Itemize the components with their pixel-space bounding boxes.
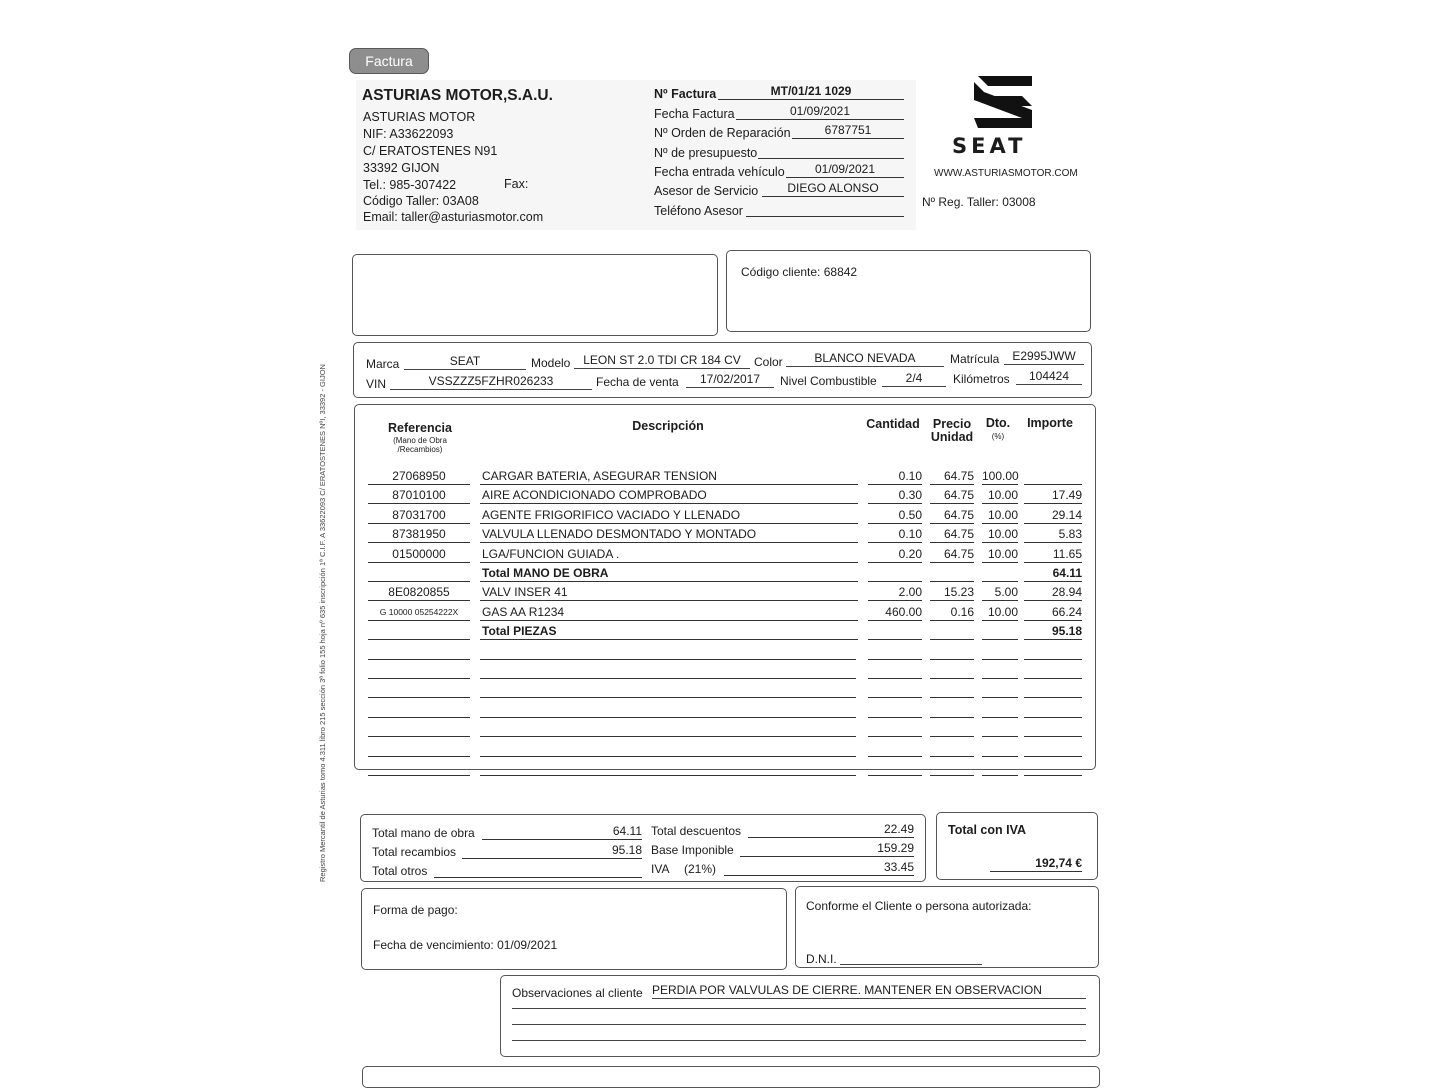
client-code-box bbox=[726, 250, 1091, 332]
km-label: Kilómetros bbox=[953, 372, 1010, 386]
vat-value: 33.45 bbox=[724, 860, 914, 876]
cell-qty bbox=[868, 566, 922, 582]
empty-cell bbox=[368, 644, 470, 660]
cell-ref: 27068950 bbox=[368, 469, 470, 485]
service-advisor-value: DIEGO ALONSO bbox=[762, 182, 904, 197]
observations-line bbox=[512, 1024, 1086, 1025]
footer-box bbox=[362, 1066, 1100, 1088]
empty-cell bbox=[930, 760, 974, 776]
empty-cell bbox=[1024, 721, 1082, 737]
company-workshop-code: Código Taller: 03A08 bbox=[363, 194, 479, 208]
seat-logo-icon bbox=[972, 74, 1034, 130]
cell-desc: CARGAR BATERIA, ASEGURAR TENSION bbox=[480, 469, 858, 485]
empty-cell bbox=[368, 702, 470, 718]
column-header-description: Descripción bbox=[632, 419, 704, 433]
empty-cell bbox=[480, 702, 856, 718]
empty-cell bbox=[368, 682, 470, 698]
cell-qty: 0.10 bbox=[868, 527, 922, 543]
empty-cell bbox=[1024, 760, 1082, 776]
workshop-registry: Nº Reg. Taller: 03008 bbox=[922, 195, 1036, 209]
cell-desc: Total MANO DE OBRA bbox=[480, 566, 858, 582]
client-address-box bbox=[352, 254, 718, 336]
cell-ref bbox=[368, 624, 470, 640]
cell-price: 15.23 bbox=[930, 585, 974, 601]
empty-cell bbox=[982, 760, 1018, 776]
cell-dto bbox=[982, 624, 1018, 640]
column-header-unit-price: Precio Unidad bbox=[930, 417, 974, 444]
repair-order-value: 6787751 bbox=[792, 124, 904, 139]
column-header-amount: Importe bbox=[1027, 416, 1073, 430]
cell-dto: 10.00 bbox=[982, 527, 1018, 543]
company-email: Email: taller@asturiasmotor.com bbox=[363, 210, 544, 224]
empty-cell bbox=[1024, 741, 1082, 757]
discount-total-value: 22.49 bbox=[748, 822, 914, 838]
cell-price: 0.16 bbox=[930, 605, 974, 621]
cell-amount: 95.18 bbox=[1024, 624, 1082, 640]
model-value: LEON ST 2.0 TDI CR 184 CV bbox=[574, 353, 750, 369]
column-header-quantity: Cantidad bbox=[866, 417, 920, 431]
cell-price: 64.75 bbox=[930, 508, 974, 524]
empty-cell bbox=[868, 644, 922, 660]
parts-total-label: Total recambios bbox=[372, 845, 457, 859]
vat-rate: (21%) bbox=[684, 862, 717, 876]
cell-desc: VALV INSER 41 bbox=[480, 585, 858, 601]
sale-date-value: 17/02/2017 bbox=[686, 372, 774, 388]
discount-total-label: Total descuentos bbox=[651, 824, 742, 838]
cell-ref: G 10000 05254222X bbox=[368, 605, 470, 621]
other-total-label: Total otros bbox=[372, 864, 428, 878]
empty-cell bbox=[868, 702, 922, 718]
company-address: C/ ERATOSTENES N91 bbox=[363, 144, 498, 158]
empty-cell bbox=[868, 682, 922, 698]
cell-desc: GAS AA R1234 bbox=[480, 605, 858, 621]
empty-cell bbox=[982, 663, 1018, 679]
cell-ref: 8E0820855 bbox=[368, 585, 470, 601]
empty-cell bbox=[480, 760, 856, 776]
cell-ref: 87010100 bbox=[368, 488, 470, 504]
signature-label: Conforme el Cliente o persona autorizada: bbox=[806, 899, 1032, 913]
cell-qty: 0.10 bbox=[868, 469, 922, 485]
dni-label: D.N.I. bbox=[806, 952, 837, 966]
cell-amount: 11.65 bbox=[1024, 547, 1082, 563]
vin-value: VSSZZZ5FZHR026233 bbox=[390, 374, 592, 390]
cell-ref: 01500000 bbox=[368, 547, 470, 563]
service-advisor-label: Asesor de Servicio bbox=[654, 184, 759, 198]
due-date: Fecha de vencimiento: 01/09/2021 bbox=[373, 938, 558, 952]
empty-cell bbox=[480, 741, 856, 757]
empty-cell bbox=[480, 644, 856, 660]
company-fax: Fax: bbox=[504, 177, 529, 191]
observations-line bbox=[512, 1008, 1086, 1009]
cell-dto bbox=[982, 566, 1018, 582]
cell-qty: 460.00 bbox=[868, 605, 922, 621]
advisor-phone-label: Teléfono Asesor bbox=[654, 204, 743, 218]
cell-ref: 87031700 bbox=[368, 508, 470, 524]
empty-cell bbox=[868, 760, 922, 776]
grand-total-label: Total con IVA bbox=[948, 823, 1027, 837]
labour-total-label: Total mano de obra bbox=[372, 826, 475, 840]
brand-website[interactable]: WWW.ASTURIASMOTOR.COM bbox=[934, 168, 1078, 179]
empty-cell bbox=[930, 741, 974, 757]
model-label: Modelo bbox=[531, 356, 571, 370]
column-header-reference: Referencia bbox=[388, 421, 452, 435]
cell-amount: 66.24 bbox=[1024, 605, 1082, 621]
empty-cell bbox=[982, 741, 1018, 757]
invoice-number-value: MT/01/21 1029 bbox=[718, 85, 904, 100]
cell-amount: 64.11 bbox=[1024, 566, 1082, 582]
empty-cell bbox=[480, 682, 856, 698]
plate-value: E2995JWW bbox=[1004, 349, 1084, 365]
observations-text: PERDIA POR VALVULAS DE CIERRE. MANTENER EN OBSERVACION bbox=[652, 983, 1086, 999]
empty-cell bbox=[1024, 644, 1082, 660]
cell-dto: 5.00 bbox=[982, 585, 1018, 601]
cell-desc: AIRE ACONDICIONADO COMPROBADO bbox=[480, 488, 858, 504]
empty-cell bbox=[1024, 663, 1082, 679]
cell-price: 64.75 bbox=[930, 527, 974, 543]
company-line: ASTURIAS MOTOR bbox=[363, 110, 476, 124]
tax-base-label: Base Imponible bbox=[651, 843, 734, 857]
empty-cell bbox=[368, 721, 470, 737]
empty-cell bbox=[480, 663, 856, 679]
empty-cell bbox=[930, 702, 974, 718]
vin-label: VIN bbox=[366, 377, 387, 391]
empty-cell bbox=[930, 721, 974, 737]
cell-amount: 28.94 bbox=[1024, 585, 1082, 601]
cell-desc: AGENTE FRIGORIFICO VACIADO Y LLENADO bbox=[480, 508, 858, 524]
registry-margin-note: Registro Mercantil de Asturias tomo 4.311 libro 215 sección 3ª folio 155 hoja nº 635 inscripción 1ª C.I.F. A 33622093 C/ ERATOSTENES NºI, 33392 - GIJON bbox=[318, 364, 327, 882]
cell-dto: 10.00 bbox=[982, 547, 1018, 563]
empty-cell bbox=[930, 644, 974, 660]
cell-dto: 10.00 bbox=[982, 488, 1018, 504]
km-value: 104424 bbox=[1016, 369, 1082, 385]
grand-total-value: 192,74 € bbox=[990, 856, 1082, 872]
payment-method-label: Forma de pago: bbox=[373, 903, 458, 917]
entry-date-label: Fecha entrada vehículo bbox=[654, 165, 785, 179]
cell-price bbox=[930, 566, 974, 582]
empty-cell bbox=[982, 721, 1018, 737]
invoice-number-label: Nº Factura bbox=[654, 87, 717, 101]
budget-number-value bbox=[758, 144, 904, 159]
empty-cell bbox=[368, 760, 470, 776]
empty-cell bbox=[982, 702, 1018, 718]
dni-line bbox=[840, 964, 982, 965]
client-code: Código cliente: 68842 bbox=[741, 265, 858, 279]
empty-cell bbox=[480, 721, 856, 737]
entry-date-value: 01/09/2021 bbox=[786, 163, 904, 178]
cell-qty: 0.30 bbox=[868, 488, 922, 504]
cell-ref: 87381950 bbox=[368, 527, 470, 543]
cell-ref bbox=[368, 566, 470, 582]
sale-date-label: Fecha de venta bbox=[596, 375, 679, 389]
empty-cell bbox=[868, 721, 922, 737]
cell-amount: 17.49 bbox=[1024, 488, 1082, 504]
company-tel: Tel.: 985-307422 bbox=[363, 178, 457, 192]
cell-dto: 100.00 bbox=[982, 469, 1019, 483]
cell-amount: 5.83 bbox=[1024, 527, 1082, 543]
cell-price bbox=[930, 624, 974, 640]
observations-label: Observaciones al cliente bbox=[512, 986, 643, 1000]
labour-total-value: 64.11 bbox=[482, 824, 642, 840]
cell-qty: 2.00 bbox=[868, 585, 922, 601]
payment-box bbox=[361, 888, 787, 970]
repair-order-label: Nº Orden de Reparación bbox=[654, 126, 791, 140]
cell-price: 64.75 bbox=[930, 547, 974, 563]
company-name: ASTURIAS MOTOR,S.A.U. bbox=[362, 87, 553, 104]
plate-label: Matrícula bbox=[950, 352, 1000, 366]
brand-label: Marca bbox=[366, 357, 400, 371]
invoice-date-label: Fecha Factura bbox=[654, 107, 735, 121]
empty-cell bbox=[982, 644, 1018, 660]
cell-desc: Total PIEZAS bbox=[480, 624, 858, 640]
other-total-value bbox=[434, 862, 642, 878]
empty-cell bbox=[868, 741, 922, 757]
empty-cell bbox=[930, 682, 974, 698]
cell-price: 64.75 bbox=[930, 469, 974, 485]
column-header-discount-sub: (%) bbox=[991, 432, 1005, 441]
invoice-date-value: 01/09/2021 bbox=[736, 105, 904, 120]
cell-amount bbox=[1024, 469, 1082, 485]
cell-dto: 10.00 bbox=[982, 605, 1018, 621]
company-nif: NIF: A33622093 bbox=[363, 127, 454, 141]
budget-number-label: Nº de presupuesto bbox=[654, 146, 758, 160]
empty-cell bbox=[868, 663, 922, 679]
fuel-level-label: Nivel Combustible bbox=[780, 374, 877, 388]
tax-base-value: 159.29 bbox=[740, 841, 914, 857]
document-type-tag: Factura bbox=[349, 48, 429, 74]
vat-label: IVA bbox=[651, 862, 670, 876]
observations-line bbox=[512, 1040, 1086, 1041]
cell-qty: 0.50 bbox=[868, 508, 922, 524]
column-header-reference-sub: (Mano de Obra /Recambios) bbox=[393, 436, 447, 454]
company-city: 33392 GIJON bbox=[363, 161, 440, 175]
empty-cell bbox=[982, 682, 1018, 698]
brand-wordmark: SEAT bbox=[952, 134, 1027, 158]
empty-cell bbox=[1024, 682, 1082, 698]
cell-price: 64.75 bbox=[930, 488, 974, 504]
color-label: Color bbox=[754, 355, 783, 369]
empty-cell bbox=[368, 741, 470, 757]
cell-desc: VALVULA LLENADO DESMONTADO Y MONTADO bbox=[480, 527, 858, 543]
advisor-phone-value bbox=[746, 202, 904, 217]
parts-total-value: 95.18 bbox=[462, 843, 642, 859]
empty-cell bbox=[1024, 702, 1082, 718]
empty-cell bbox=[368, 663, 470, 679]
cell-dto: 10.00 bbox=[982, 508, 1018, 524]
column-header-discount: Dto. bbox=[985, 416, 1011, 430]
cell-qty bbox=[868, 624, 922, 640]
cell-desc: LGA/FUNCION GUIADA . bbox=[480, 547, 858, 563]
brand-value: SEAT bbox=[404, 354, 526, 370]
color-value: BLANCO NEVADA bbox=[786, 351, 944, 367]
fuel-level-value: 2/4 bbox=[882, 371, 946, 387]
cell-amount: 29.14 bbox=[1024, 508, 1082, 524]
empty-cell bbox=[930, 663, 974, 679]
cell-qty: 0.20 bbox=[868, 547, 922, 563]
